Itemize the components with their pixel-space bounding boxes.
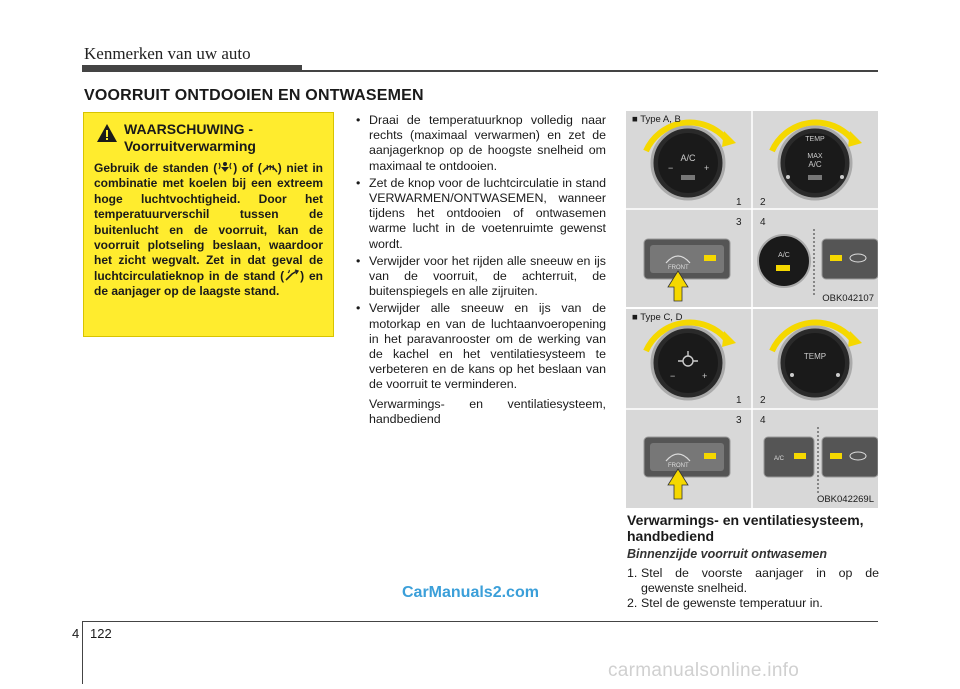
small-knob-ac-label: A/C — [778, 252, 790, 259]
warning-subtitle: Voorruitverwarming — [124, 138, 256, 154]
knob-temp-label-2: TEMP — [803, 352, 827, 361]
warning-title: WAARSCHUWING - — [124, 121, 254, 137]
warning-text-2: ) of ( — [233, 161, 262, 175]
knob-max-ac-label: A/C — [808, 160, 822, 169]
figure-number-1: 1 — [736, 197, 742, 208]
figure-type-ab-illustration — [626, 111, 878, 307]
warning-triangle-icon — [96, 123, 118, 143]
chapter-number: 4 — [72, 626, 80, 641]
footer-divider — [82, 622, 83, 684]
step-text: Stel de gewenste temperatuur in. — [641, 596, 823, 610]
warning-text-4: ) en de aanjager op de laagste stand. — [94, 268, 323, 299]
instruction-bullet: • Draai de temperatuurknop volledig naar rechts (maximaal verwarmen) en zet de aanjagerknop op de hoogste snelheid om maximaal te ontdooien. — [354, 113, 606, 174]
subsection-title: Verwarmings- en ventilatiesysteem, handbediend — [627, 512, 864, 544]
figure-type-cd-code: OBK042269L — [816, 494, 874, 505]
figure2-number-2: 2 — [760, 395, 766, 406]
step-number: 1. — [627, 566, 638, 580]
step-item — [627, 566, 879, 596]
warning-box — [83, 112, 334, 337]
watermark-footer: carmanualsonline.info — [608, 660, 800, 681]
warning-body — [94, 161, 323, 300]
knob-temp-label: TEMP — [805, 136, 825, 143]
figure2-number-1: 1 — [736, 395, 742, 406]
step-item — [627, 596, 879, 611]
svg-text:+: + — [702, 371, 708, 381]
figure-type-cd — [626, 309, 878, 508]
instruction-paragraph: Verwarmings- en ventilatiesysteem, handbediend — [369, 396, 606, 426]
figure-type-cd-illustration — [626, 309, 878, 508]
section-title: VOORRUIT ONTDOOIEN EN ONTWASEMEN — [84, 87, 424, 104]
fresh-air-icon — [284, 269, 300, 281]
figure-type-cd-label: ■ Type C, D — [632, 312, 683, 323]
figure-number-3: 3 — [736, 217, 742, 228]
svg-text:−: − — [668, 163, 674, 173]
header-title: Kenmerken van uw auto — [84, 44, 251, 63]
ac-button-label-2: A/C — [774, 456, 785, 462]
watermark-link[interactable]: CarManuals2.com — [402, 584, 539, 601]
figure2-number-3: 3 — [736, 415, 742, 426]
instruction-bullet: • Verwijder voor het rijden alle sneeuw en ijs van de voorruit, de achterruit, de buitenspiegels en alle zijruiten. — [354, 254, 606, 300]
knob-max-label: MAX — [807, 153, 823, 160]
figure-number-2: 2 — [760, 197, 766, 208]
header-rule — [82, 70, 878, 72]
figure-type-ab-code: OBK042107 — [822, 293, 874, 304]
instruction-list — [354, 113, 606, 393]
warning-text-1: Gebruik de standen ( — [94, 161, 218, 175]
warning-header — [94, 121, 323, 155]
figure2-number-4: 4 — [760, 415, 766, 426]
figure-type-ab-label: ■ Type A, B — [632, 114, 681, 125]
step-text: Stel de voorste aanjager in op de gewenste snelheid. — [641, 566, 879, 595]
subsection-subtitle: Binnenzijde voorruit ontwasemen — [627, 547, 828, 561]
instruction-bullet: • Zet de knop voor de luchtcirculatie in stand VERWARMEN/ONTWASEMEN, wanneer tijdens het ontdooien of ontwasemen warme lucht in de voetenruimte gewenst wordt. — [354, 176, 606, 252]
step-number: 2. — [627, 596, 638, 610]
svg-text:−: − — [670, 371, 676, 381]
figure-type-ab — [626, 111, 878, 307]
warning-text-3: ) niet in combinatie met koelen bij een extreem hoge luchtvochtigheid. Door het temperatuurverschil tussen de buitenlucht en de voorruit, kan de voorruit plotseling beslaan, waardoor het zicht wegvalt. Zet in dat geval de luchtcirculatieknop in de stand ( — [94, 161, 323, 283]
front-button-label-2: FRONT — [668, 463, 689, 469]
front-button-label: FRONT — [668, 265, 689, 271]
defrost-icon — [262, 161, 278, 173]
page-number: 122 — [90, 626, 112, 641]
instruction-bullet: • Verwijder alle sneeuw en ijs van de motorkap en van de luchtaanvoeropening in het paravanrooster om de werking van de kachel en het ventilatiesysteem te verbeteren en de kans op het beslaan van de voorruit te verminderen. — [354, 301, 606, 392]
svg-text:+: + — [704, 163, 710, 173]
figure-number-4: 4 — [760, 217, 766, 228]
steps-list — [627, 566, 879, 611]
knob-ac-label: A/C — [680, 153, 696, 163]
floor-defrost-icon — [217, 161, 233, 173]
instructions-column — [354, 113, 606, 427]
footer-rule — [82, 621, 878, 622]
